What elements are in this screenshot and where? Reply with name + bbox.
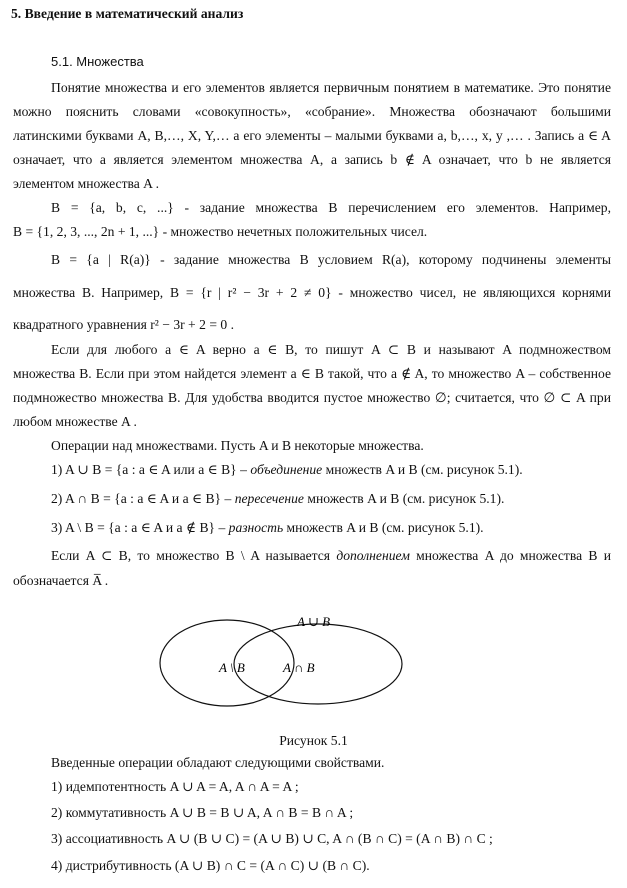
paragraph-line: Операции над множествами. Пусть A и B некоторые множества.	[51, 438, 424, 453]
section-title: 5.1. Множества	[51, 54, 144, 69]
paragraph-line: B = {a | R(a)} - задание множества B условием R(a), которому подчинены элементы	[51, 252, 611, 267]
operation-union: 1) A ∪ B = {a : a ∈ A или a ∈ B} – объединение множеств A и B (см. рисунок 5.1).	[51, 462, 523, 477]
paragraph-line: можно пояснить словами «совокупность», «собрание». Множества обозначают большими	[13, 104, 611, 119]
paragraph-line: Если A ⊂ B, то множество B \ A называется дополнением множества A до множества B и	[51, 548, 611, 563]
operation-intersection: 2) A ∩ B = {a : a ∈ A и a ∈ B} – пересечение множеств A и B (см. рисунок 5.1).	[51, 491, 505, 506]
property-item: 1) идемпотентность A ∪ A = A, A ∩ A = A ;	[51, 779, 299, 794]
chapter-heading: 5. Введение в математический анализ	[11, 6, 244, 21]
paragraph-line: означает, что a является элементом множества A, а запись b ∉ A означает, что b не является	[13, 152, 611, 167]
paragraph-line: Понятие множества и его элементов является первичным понятием в математике. Это понятие	[51, 80, 611, 95]
paragraph-line: B = {1, 2, 3, ..., 2n + 1, ...} - множество нечетных положительных чисел.	[13, 224, 428, 239]
paragraph-line: латинскими буквами A, B,…, X, Y,… а его элементы – малыми буквами a, b,…, x, y ,… . Запись a ∈ A	[13, 128, 611, 143]
paragraph-line: подмножество множества B. Для удобства вводится пустое множество ∅; считается, что ∅ ⊂ A при	[13, 390, 611, 405]
paragraph-line: элементом множества A .	[13, 176, 160, 191]
operation-difference: 3) A \ B = {a : a ∈ A и a ∉ B} – разность множеств A и B (см. рисунок 5.1).	[51, 520, 484, 535]
paragraph-line: квадратного уравнения r² − 3r + 2 = 0 .	[13, 317, 234, 332]
paragraph-line: обозначается A̅ .	[13, 573, 109, 588]
property-item: 4) дистрибутивность (A ∪ B) ∩ C = (A ∩ C) ∪ (B ∩ C).	[51, 858, 370, 873]
paragraph-line: Введенные операции обладают следующими свойствами.	[51, 755, 385, 770]
paragraph-line: Если для любого a ∈ A верно a ∈ B, то пишут A ⊂ B и называют A подмножеством	[51, 342, 611, 357]
set-b-ellipse	[234, 624, 402, 704]
property-item: 3) ассоциативность A ∪ (B ∪ C) = (A ∪ B) ∪ C, A ∩ (B ∩ C) = (A ∩ B) ∩ C ;	[51, 831, 493, 846]
paragraph-line: любом множестве A .	[13, 414, 137, 429]
figure-caption: Рисунок 5.1	[279, 733, 348, 748]
paragraph-line: B = {a, b, c, ...} - задание множества B перечислением его элементов. Например,	[51, 200, 611, 215]
paragraph-line: множества B. Например, B = {r | r² − 3r + 2 ≠ 0} - множество чисел, не являющихся корнями	[13, 285, 611, 300]
paragraph-line: множества B. Если при этом найдется элемент a ∈ B такой, что a ∉ A, то множество A – собственное	[13, 366, 611, 381]
union-label: A ∪ B	[297, 614, 331, 629]
intersection-label: A ∩ B	[283, 660, 315, 675]
difference-label: A \ B	[219, 660, 245, 675]
property-item: 2) коммутативность A ∪ B = B ∪ A, A ∩ B = B ∩ A ;	[51, 805, 354, 820]
